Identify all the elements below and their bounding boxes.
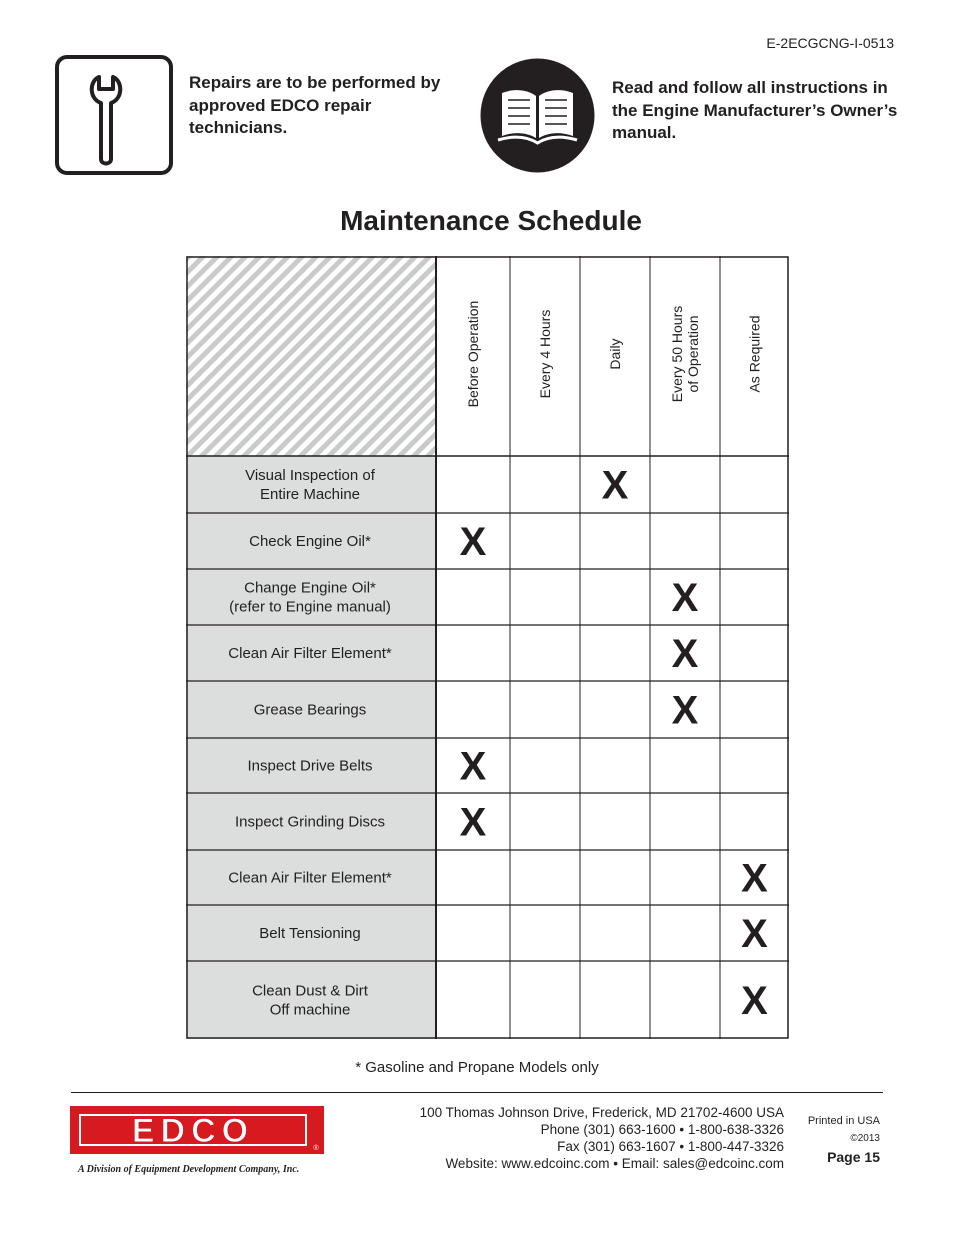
footer-divider [71,1092,883,1093]
task-label: Off machine [269,1001,351,1019]
interval-header: Before Operation [465,300,481,408]
task-label: Check Engine Oil* [249,533,371,550]
task-label: Grease Bearings [253,701,367,719]
schedule-mark: X [741,856,768,901]
schedule-mark: X [741,979,768,1023]
schedule-mark: X [741,912,768,956]
schedule-mark: X [671,688,699,733]
task-label: Change Engine Oil* [244,579,376,597]
interval-header: Every 4 Hours [537,309,553,399]
interval-header: Daily [607,338,623,370]
schedule-mark: X [459,800,487,845]
interval-header: of Operation [685,315,701,393]
svg-text:EDCO: EDCO [131,1112,255,1150]
task-label: Belt Tensioning [259,925,361,942]
wrench-icon [55,55,173,175]
task-cell-bg [186,456,436,513]
hatched-corner-cell [186,256,436,456]
manual-note: Read and follow all instructions in the Engine Manufacturer’s Owner’s manual. [612,78,898,142]
page-number: Page 15 [827,1149,880,1165]
phone-line: Phone (301) 663-1600 • 1-800-638-3326 [540,1122,784,1137]
task-label: Entire Machine [259,486,361,503]
schedule-mark: X [459,520,487,564]
task-cell-bg [186,961,436,1039]
task-label: Visual Inspection of [245,467,375,484]
task-label: Inspect Drive Belts [247,757,373,775]
task-label: Inspect Grinding Discs [234,813,386,831]
edco-logo [70,1106,324,1154]
address-line: 100 Thomas Johnson Drive, Frederick, MD 21702-4600 USA [419,1105,784,1120]
schedule-title: Maintenance Schedule [340,205,642,236]
task-label: Clean Dust & Dirt [252,982,368,1000]
task-label: (refer to Engine manual) [229,598,391,616]
contact-block [420,1104,784,1172]
schedule-mark: X [671,576,699,620]
interval-header: As Required [746,315,763,393]
schedule-mark: X [459,744,487,789]
book-icon [480,58,595,173]
copyright: ©2013 [850,1133,880,1144]
interval-header: Every 50 Hours [669,305,685,403]
printed-in: Printed in USA [807,1115,880,1127]
schedule-mark: X [601,463,629,508]
schedule-mark: X [671,632,699,676]
document-code: E-2ECGCNG-I-0513 [766,35,894,51]
task-cell-bg [186,569,436,625]
fax-line: Fax (301) 663-1607 • 1-800-447-3326 [557,1139,784,1154]
logo-tagline: A Division of Equipment Development Company, Inc. [78,1164,300,1175]
footnote: * Gasoline and Propane Models only [355,1059,599,1076]
maintenance-schedule-table [186,256,789,1039]
web-email-line: Website: www.edcoinc.com • Email: sales@edcoinc.com [445,1156,784,1171]
repairs-note: Repairs are to be performed by approved EDCO repair technicians. [189,73,441,137]
svg-text:®: ® [313,1145,319,1152]
task-label: Clean Air Filter Element* [228,645,392,662]
task-label: Clean Air Filter Element* [228,869,392,887]
